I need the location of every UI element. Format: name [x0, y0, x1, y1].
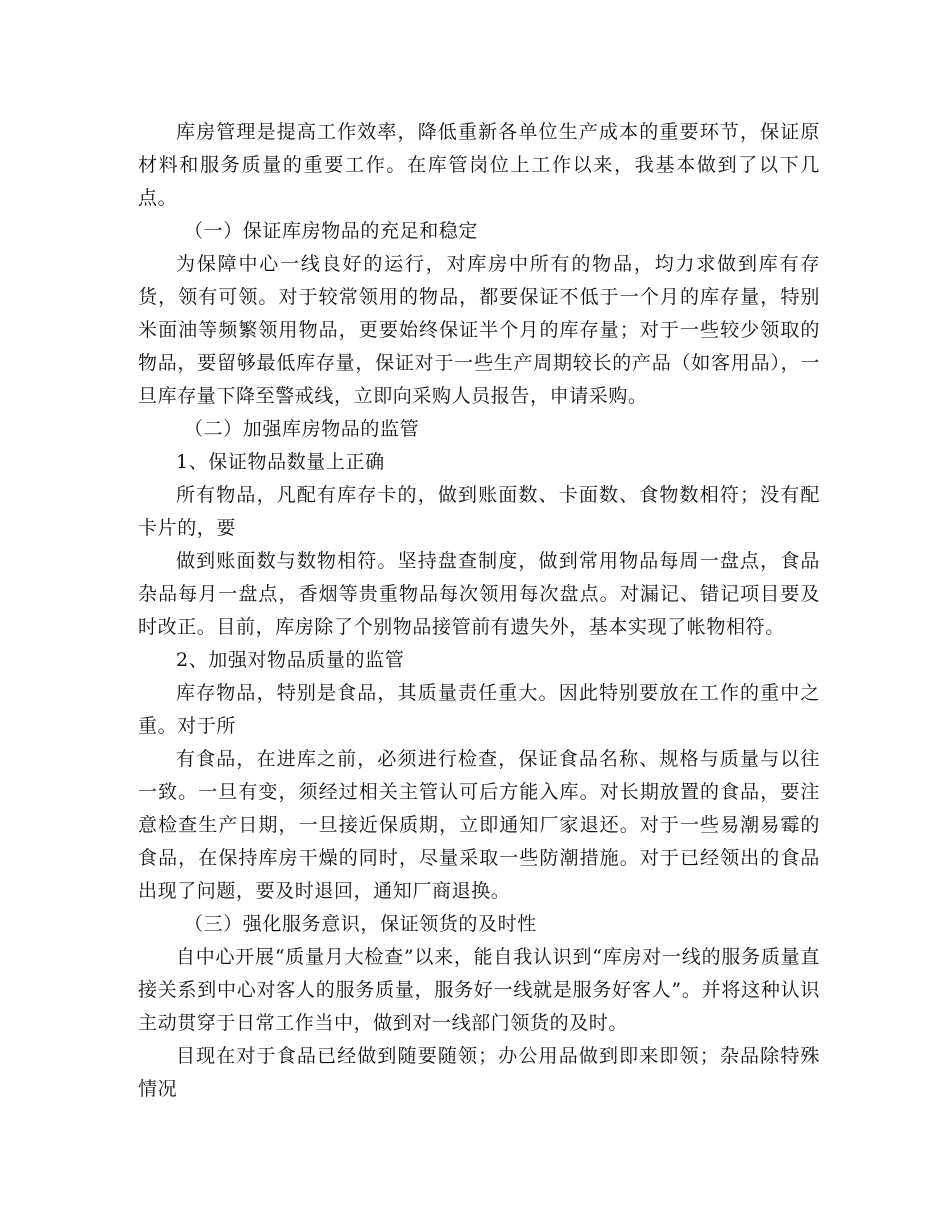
paragraph-intro: 库房管理是提高工作效率，降低重新各单位生产成本的重要环节，保证原材料和服务质量的重要工作。在库管岗位上工作以来，我基本做到了以下几点。	[138, 121, 820, 209]
section-heading-2: （二）加强库房物品的监管	[184, 418, 420, 440]
section-heading-1: （一）保证库房物品的充足和稳定	[184, 220, 479, 242]
paragraph-food-inspection: 有食品，在进库之前，必须进行检查，保证食品名称、规格与质量与以往一致。一旦有变，须经过相关主管认可后方能入库。对长期放置的食品，要注意检查生产日期，一旦接近保质期，立即通知厂家退还。对于一些易潮易霉的食品，在保持库房干燥的同时，尽量采取一些防潮措施。对于已经领出的食品出现了问题，要及时退回，通知厂商退换。	[138, 748, 820, 902]
paragraph-service-awareness: 自中心开展“质量月大检查”以来，能自我认识到“库房对一线的服务质量直接关系到中心对客人的服务质量，服务好一线就是服务好客人”。并将这种认识主动贯穿于日常工作当中，做到对一线部门领货的及时。	[138, 946, 820, 1034]
paragraph-stocktaking: 做到账面数与数物相符。坚持盘查制度，做到常用物品每周一盘点，食品杂品每月一盘点，香烟等贵重物品每次领用每次盘点。对漏记、错记项目要及时改正。目前，库房除了个别物品接管前有遗失外，基本实现了帐物相符。	[138, 550, 820, 638]
subheading-quantity: 1、保证物品数量上正确	[176, 451, 385, 473]
section-heading-3: （三）强化服务意识，保证领货的及时性	[184, 913, 537, 935]
paragraph-food-quality: 库存物品，特别是食品，其质量责任重大。因此特别要放在工作的重中之重。对于所	[138, 682, 820, 737]
paragraph-inventory-cards: 所有物品，凡配有库存卡的，做到账面数、卡面数、食物数相符；没有配卡片的，要	[138, 484, 820, 539]
subheading-quality: 2、加强对物品质量的监管	[176, 649, 405, 671]
paragraph-stock-levels: 为保障中心一线良好的运行，对库房中所有的物品，均力求做到库有存货，领有可领。对于较常领用的物品，都要保证不低于一个月的库存量，特别米面油等频繁领用物品，更要始终保证半个月的库存量；对于一些较少领取的物品，要留够最低库存量，保证对于一些生产周期较长的产品（如客用品），一旦库存量下降至警戒线，立即向采购人员报告，申请采购。	[138, 253, 820, 407]
paragraph-current-status: 目现在对于食品已经做到随要随领；办公用品做到即来即领；杂品除特殊情况	[138, 1045, 820, 1100]
document-body	[138, 116, 820, 1106]
